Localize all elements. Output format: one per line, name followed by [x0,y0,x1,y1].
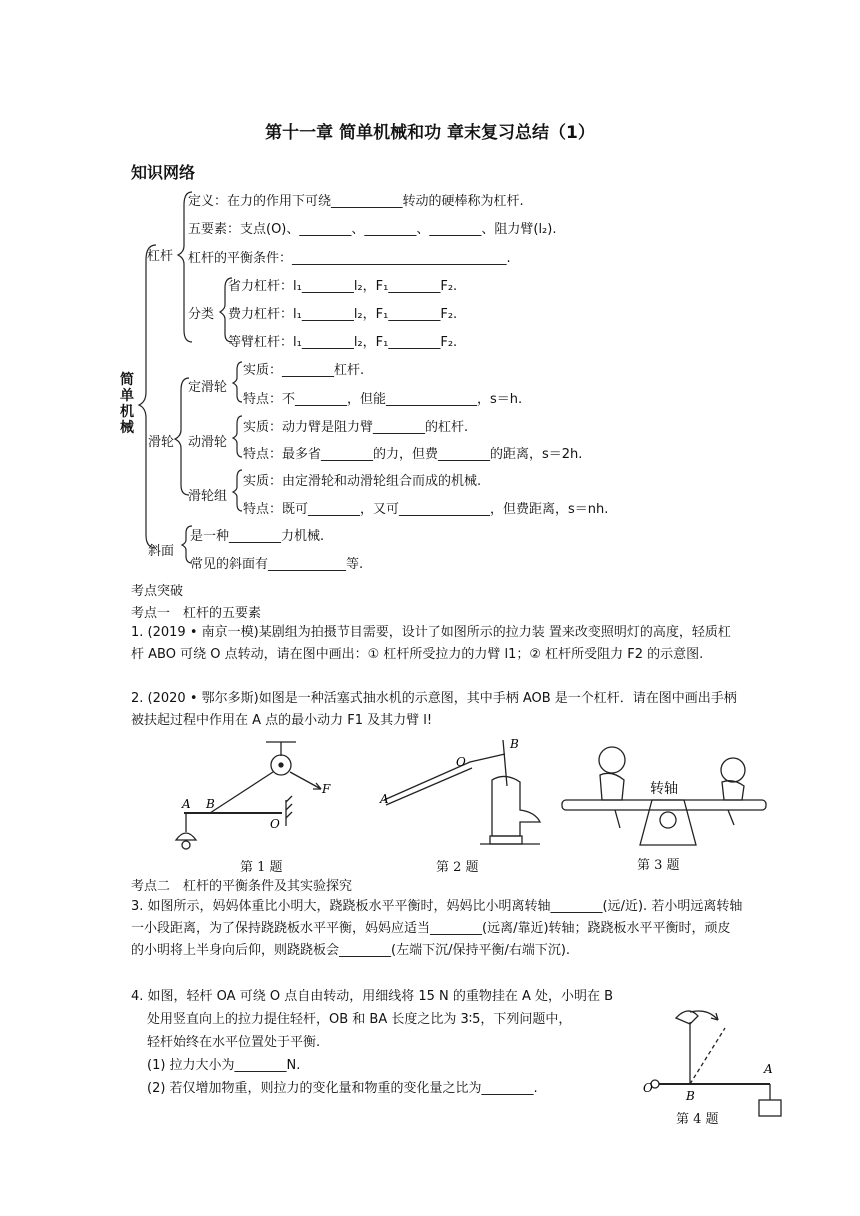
question-4-line-3: 轻杆始终在水平位置处于平衡. [147,1035,321,1050]
question-4-line-1: 4. 如图，轻杆 OA 可绕 O 点自由转动，用细线将 15 N 的重物挂在 A 处，小明在 B [131,989,614,1004]
pulley-block-label: 滑轮组 [188,489,228,504]
figure-2-caption: 第 2 题 [436,860,479,875]
page-title: 第十一章 简单机械和功 章末复习总结（1） [265,123,595,143]
incline-label: 斜面 [148,544,175,559]
moving-pulley-feature: 特点：最多省________的力，但费________的距离，s＝2h. [243,447,583,462]
fixed-pulley-label: 定滑轮 [188,380,228,395]
fixed-pulley-feature: 特点：不________，但能______________，s＝h. [243,392,523,407]
figure-3-caption: 第 3 题 [637,858,680,873]
figure-1-caption: 第 1 题 [240,860,283,875]
section-heading-points: 考点突破 [131,584,184,599]
force-costing-lever: 费力杠杆：l₁________l₂，F₁________F₂. [228,307,458,322]
pulley-block-feature: 特点：既可________，又可______________，但费距离，s＝nh. [243,502,609,517]
figure-1-pull-device [176,742,321,849]
lever-label: 杠杆 [147,249,174,264]
fig2-label-a: A [380,792,389,806]
lever-five-elements: 五要素：支点(O)、________、________、________、阻力臂(l₂). [188,222,557,237]
fig1-label-b: B [206,797,215,811]
section-heading-network: 知识网络 [131,163,196,182]
classify-label: 分类 [188,307,215,322]
lever-balance-condition: 杠杆的平衡条件：_________________________________. [188,251,511,266]
moving-pulley-essence: 实质：动力臂是阻力臂________的杠杆. [243,420,469,435]
question-1: 1. (2019 • 南京一模)某剧组为拍摄节目需要，设计了如图所示的拉力装 置来改变照明灯的高度，轻质杠杆 ABO 可绕 O 点转动，请在图中画出：① 杠杆所受拉力的力臂 l1；② 杠杆所受阻力 F2 的示意图. [131,625,731,662]
point-one-heading: 考点一 杠杆的五要素 [131,606,262,621]
fig1-label-f: F [322,782,331,796]
fig2-label-o: O [456,755,466,769]
question-2: 2. (2020 • 鄂尔多斯)如图是一种活塞式抽水机的示意图，其中手柄 AOB 是一个杠杆．请在图中画出手柄被扶起过程中作用在 A 点的最小动力 F1 及其力臂 l! [131,691,737,728]
fig1-label-o: O [270,817,280,831]
fixed-pulley-essence: 实质：________杠杆. [243,363,365,378]
fig1-label-a: A [182,797,191,811]
fig3-label-axis: 转轴 [650,781,678,797]
figure-4-rod [651,1011,781,1116]
equal-arm-lever: 等臂杠杆：l₁________l₂，F₁________F₂. [228,335,458,350]
force-saving-lever: 省力杠杆：l₁________l₂，F₁________F₂. [228,279,458,294]
moving-pulley-label: 动滑轮 [188,435,228,450]
incline-line-2: 常见的斜面有____________等. [190,557,364,572]
question-3: 3. 如图所示，妈妈体重比小明大，跷跷板水平平衡时，妈妈比小明离转轴________(远/近). 若小明远离转轴一小段距离，为了保持跷跷板水平平衡，妈妈应适当________(远离/靠近)转轴；跷跷板水平平衡时，顽皮的小明将上半身向后仰，则跷跷板会________(左端下沉/保持平衡/右端下沉). [131,899,743,958]
pulley-block-essence: 实质：由定滑轮和动滑轮组合而成的机械. [243,474,482,489]
lever-definition: 定义：在力的作用下可绕___________转动的硬棒称为杠杆. [188,194,524,209]
fig4-label-o: O [643,1081,653,1095]
fig4-label-a: A [764,1062,773,1076]
fig4-label-b: B [686,1089,695,1103]
question-4-sub-1: (1) 拉力大小为________N. [147,1058,301,1073]
pulley-label: 滑轮 [148,435,175,450]
figure-4-caption: 第 4 题 [676,1112,719,1127]
question-4-line-2: 处用竖直向上的拉力提住轻杆，OB 和 BA 长度之比为 3∶5，下列问题中， [147,1012,572,1027]
incline-line-1: 是一种________力机械. [190,529,325,544]
point-two-heading: 考点二 杠杆的平衡条件及其实验探究 [131,879,353,894]
fig2-label-b: B [510,737,519,751]
question-4-sub-2: (2) 若仅增加物重，则拉力的变化量和物重的变化量之比为________. [147,1081,538,1096]
vertical-label: 简单机械 [120,372,134,436]
